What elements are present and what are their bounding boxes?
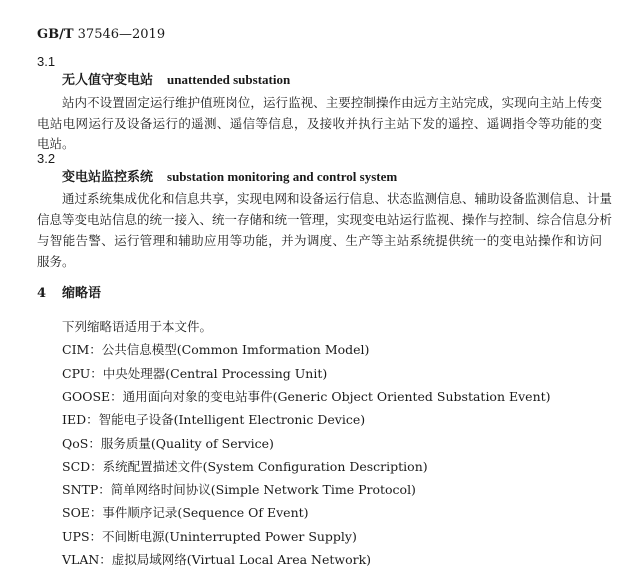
definition-line: 服务。	[37, 254, 75, 269]
definition-line: 信息等变电站信息的统一接入、统一存储和统一管理，实现变电站运行监视、操作与控制、综合信息分析	[37, 212, 613, 227]
abbrev-item: QoS：服务质量(Quality of Service)	[62, 435, 274, 451]
term-heading	[62, 169, 397, 186]
term-en: unattended substation	[167, 72, 291, 87]
definition-line: 电站。	[37, 136, 75, 151]
standard-number: 37546—2019	[77, 27, 166, 42]
abbrev-item: VLAN：虚拟局域网络(Virtual Local Area Network)	[62, 552, 372, 567]
clause-number: 3.1	[37, 54, 56, 69]
definition-line: 与智能告警、运行管理和辅助应用等功能，并为调度、生产等主站系统提供统一的变电站操作和访问	[37, 233, 602, 248]
document-header	[37, 27, 165, 43]
abbrev-item: GOOSE：通用面向对象的变电站事件(Generic Object Oriented Substation Event)	[62, 388, 551, 404]
definition-line: 通过系统集成优化和信息共享，实现电网和设备运行信息、状态监测信息、辅助设备监测信息、计量	[62, 191, 613, 206]
section-title: 缩略语	[62, 286, 102, 301]
abbrev-item: SCD：系统配置描述文件(System Configuration Description)	[62, 458, 428, 474]
abbrev-item: CIM：公共信息模型(Common Imformation Model)	[62, 342, 370, 358]
definition-line: 站内不设置固定运行维护值班岗位，运行监视、主要控制操作由远方主站完成，实现向主站上传变	[62, 95, 602, 110]
clause-number: 3.2	[37, 151, 56, 166]
term-heading	[62, 72, 290, 89]
term-en: substation monitoring and control system	[167, 169, 398, 184]
section-heading	[37, 286, 101, 302]
abbrev-intro: 下列缩略语适用于本文件。	[62, 319, 213, 334]
standard-prefix: GB/T	[37, 27, 74, 42]
term-cn: 无人值守变电站	[62, 73, 154, 88]
abbrev-item: SNTP：简单网络时间协议(Simple Network Time Protocol)	[62, 482, 416, 498]
abbrev-item: CPU：中央处理器(Central Processing Unit)	[62, 365, 328, 381]
term-cn: 变电站监控系统	[62, 170, 154, 185]
abbrev-item: IED：智能电子设备(Intelligent Electronic Device)	[62, 412, 366, 428]
definition-line: 电站电网运行及设备运行的遥测、遥信等信息，及接收并执行主站下发的遥控、遥调指令等功能的变	[37, 116, 602, 131]
abbrev-item: SOE：事件顺序记录(Sequence Of Event)	[62, 505, 309, 521]
section-number: 4	[37, 286, 47, 301]
abbrev-item: UPS：不间断电源(Uninterrupted Power Supply)	[62, 528, 357, 544]
